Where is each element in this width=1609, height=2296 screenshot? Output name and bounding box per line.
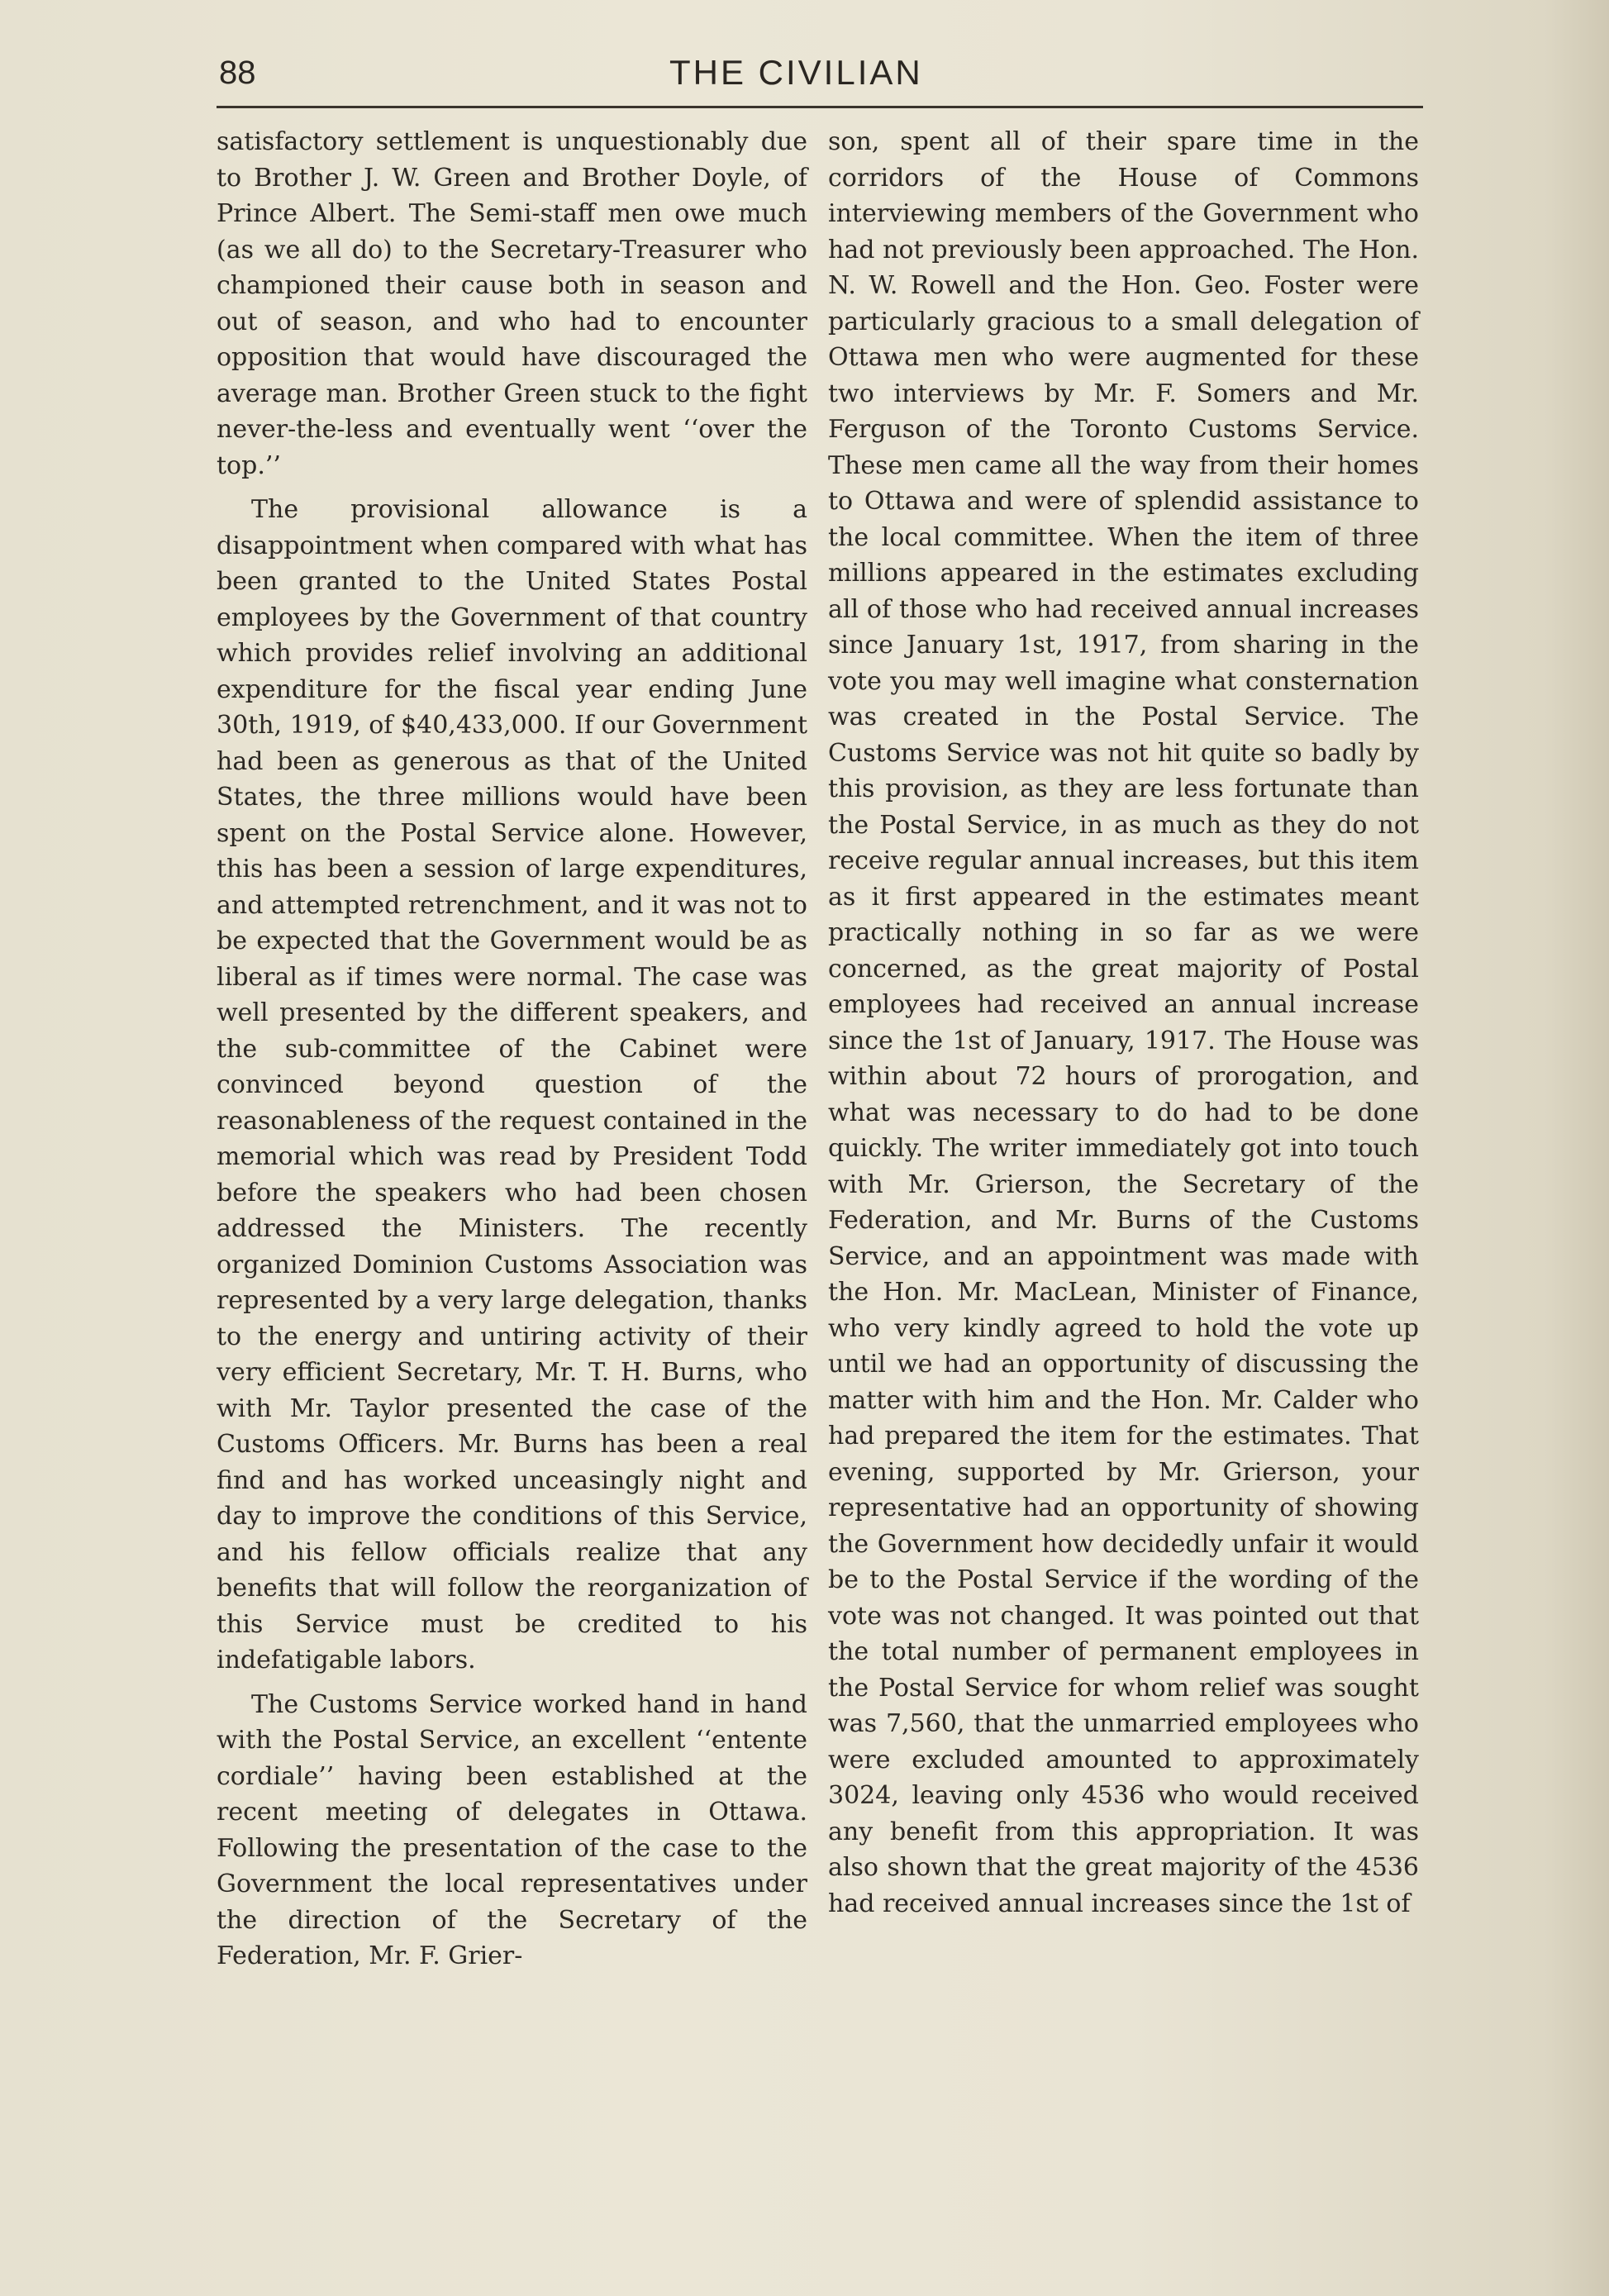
header-divider	[217, 106, 1423, 108]
publication-title: THE CIVILIAN	[669, 53, 923, 92]
paragraph-continued: satisfactory settlement is unquestionably due to Brother J. W. Green and Brother Doyle, of Prince Albert. The Semi-staff men owe much (as we all do) to the Secretary-Treasurer who championed their cause both in season and out of season, and who had to encounter opposition that would have discouraged the average man. Brother Green stuck to the fight never-the-less and eventually went ‘‘over the top.’’	[217, 127, 807, 480]
paragraph-customs-service: The Customs Service worked hand in hand with the Postal Service, an excellent ‘‘entente cordiale’’ having been established at the recent meeting of delegates in Ottawa. Following the presentation of the case to the Government the local representatives under the direction of the Secretary of the Federation, Mr. F. Grier-	[217, 1689, 807, 1970]
right-column	[828, 124, 1419, 1922]
page-number: 88	[219, 55, 256, 91]
left-column	[217, 124, 807, 1974]
paragraph-continued-right: son, spent all of their spare time in the corridors of the House of Commons interviewing members of the Government who had not previously been approached. The Hon. N. W. Rowell and the Hon. Geo. Foster were particularly gracious to a small delegation of Ottawa men who were augmented for these two interviews by Mr. F. Somers and Mr. Ferguson of the Toronto Customs Service. These men came all the way from their homes to Ottawa and were of splendid assistance to the local committee. When the item of three millions appeared in the estimates excluding all of those who had received annual increases since January 1st, 1917, from sharing in the vote you may well imagine what consternation was created in the Postal Service. The Customs Service was not hit quite so badly by this provision, as they are less fortunate than the Postal Service, in as much as they do not receive regular annual increases, but this item as it first appeared in the estimates meant practically nothing in so far as we were concerned, as the great majority of Postal employees had received an annual increase since the 1st of January, 1917. The House was within about 72 hours of prorogation, and what was necessary to do had to be done quickly. The writer immediately got into touch with Mr. Grierson, the Secretary of the Federation, and Mr. Burns of the Customs Service, and an appointment was made with the Hon. Mr. MacLean, Minister of Finance, who very kindly agreed to hold the vote up until we had an opportunity of discussing the matter with him and the Hon. Mr. Calder who had prepared the item for the estimates. That evening, supported by Mr. Grierson, your representative had an opportunity of showing the Government how decidedly unfair it would be to the Postal Service if the wording of the vote was not changed. It was pointed out that the total number of permanent employees in the Postal Service for whom relief was sought was 7,560, that the unmarried employees who were excluded amounted to approximately 3024, leaving only 4536 who would received any benefit from this appropriation. It was also shown that the great majority of the 4536 had received annual increases since the 1st of	[828, 127, 1419, 1918]
page-header	[219, 48, 1426, 106]
paragraph-provisional-allowance: The provisional allowance is a disappointment when compared with what has been granted to the United States Postal employees by the Government of that country which provides relief involving an additional expenditure for the fiscal year ending June 30th, 1919, of $40,433,000. If our Government had been as generous as that of the United States, the three millions would have been spent on the Postal Service alone. However, this has been a session of large expenditures, and attempted retrenchment, and it was not to be expected that the Government would be as liberal as if times were normal. The case was well presented by the different speakers, and the sub-committee of the Cabinet were convinced beyond question of the reasonableness of the request contained in the memorial which was read by President Todd before the speakers who had been chosen addressed the Ministers. The recently organized Dominion Customs Association was represented by a very large delegation, thanks to the energy and untiring activity of their very efficient Secretary, Mr. T. H. Burns, who with Mr. Taylor presented the case of the Customs Officers. Mr. Burns has been a real find and has worked unceasingly night and day to improve the conditions of this Service, and his fellow officials realize that any benefits that will follow the reorganization of this Service must be credited to his indefatigable labors.	[217, 495, 807, 1674]
